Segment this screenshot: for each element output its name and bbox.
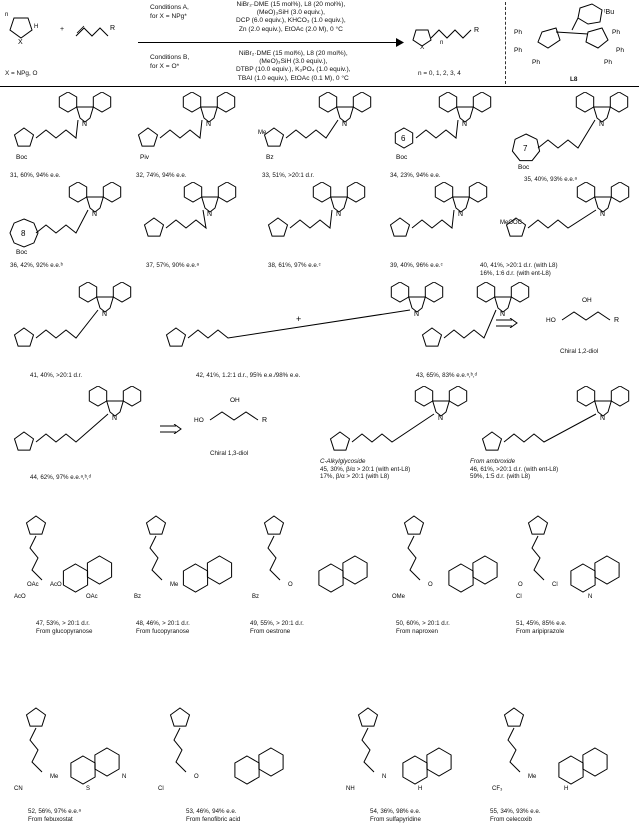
compound-source: From glucopyranose bbox=[36, 627, 93, 635]
compound-yield: 51, 45%, 85% e.e. bbox=[516, 620, 567, 627]
compound-caption-diol13 bbox=[210, 450, 248, 458]
svg-text:H: H bbox=[34, 24, 39, 30]
svg-text:N: N bbox=[206, 121, 212, 128]
svg-text:N: N bbox=[600, 211, 606, 218]
svg-text:X: X bbox=[420, 44, 425, 50]
structure-35 bbox=[510, 92, 635, 172]
svg-text:X: X bbox=[18, 39, 23, 46]
svg-text:7: 7 bbox=[523, 144, 528, 153]
svg-text:OMe: OMe bbox=[392, 594, 406, 600]
svg-text:Ph: Ph bbox=[612, 29, 620, 36]
product-scaffold bbox=[412, 16, 492, 50]
compound-caption-33 bbox=[262, 172, 314, 180]
svg-text:ᵗBu: ᵗBu bbox=[604, 9, 615, 16]
reaction-scheme bbox=[0, 0, 639, 86]
svg-text:OH: OH bbox=[230, 397, 240, 404]
plus-sign: + bbox=[60, 26, 65, 33]
structure-39 bbox=[384, 182, 494, 252]
svg-text:N: N bbox=[112, 415, 118, 422]
structure-diol13 bbox=[190, 386, 300, 436]
compound-yield: 41, 40%, >20:1 d.r. bbox=[30, 372, 83, 379]
compound-yield: 34, 23%, 94% e.e. bbox=[390, 172, 441, 179]
compound-yield: 37, 57%, 90% e.e.ᵃ bbox=[146, 262, 199, 269]
svg-text:N: N bbox=[342, 121, 348, 128]
svg-text:O: O bbox=[194, 774, 199, 780]
svg-text:Boc: Boc bbox=[16, 154, 28, 161]
structure-53 bbox=[152, 700, 322, 810]
svg-text:8: 8 bbox=[21, 229, 26, 238]
svg-text:O: O bbox=[518, 582, 523, 588]
svg-text:Ph: Ph bbox=[616, 47, 624, 54]
compound-source: From sulfapyridine bbox=[370, 815, 421, 823]
svg-text:Piv: Piv bbox=[140, 154, 150, 161]
compound-yield: 38, 61%, 97% e.e.ᶜ bbox=[268, 262, 321, 269]
compound-caption-43 bbox=[416, 372, 477, 380]
svg-text:N: N bbox=[92, 211, 98, 218]
compound-yield: 46, 61%, >20:1 d.r. (with ent-L8) bbox=[470, 465, 559, 473]
svg-text:Ph: Ph bbox=[514, 47, 522, 54]
svg-text:N: N bbox=[382, 774, 387, 780]
compound-yield: 43, 65%, 83% e.e.ᵃ,ᵇ,ᵈ bbox=[416, 372, 477, 379]
svg-text:Cl: Cl bbox=[158, 786, 164, 792]
compound-caption-45 bbox=[320, 458, 410, 481]
compound-caption-52 bbox=[28, 808, 81, 823]
compound-caption-49 bbox=[250, 620, 304, 635]
compound-caption-44 bbox=[30, 474, 91, 482]
conditions-b-list bbox=[236, 50, 351, 83]
compound-source: From celecoxib bbox=[490, 815, 532, 823]
compound-caption-36 bbox=[10, 262, 63, 270]
svg-text:N: N bbox=[500, 311, 506, 318]
svg-text:N: N bbox=[207, 211, 213, 218]
compound-yield: 55, 34%, 93% e.e. bbox=[490, 808, 541, 815]
svg-text:AcO: AcO bbox=[50, 582, 62, 588]
structure-36 bbox=[8, 182, 128, 257]
svg-text:N: N bbox=[82, 121, 88, 128]
svg-text:n: n bbox=[5, 12, 9, 18]
structure-34 bbox=[388, 92, 498, 162]
compound-caption-34 bbox=[390, 172, 441, 180]
compound-caption-54 bbox=[370, 808, 421, 823]
svg-text:O: O bbox=[428, 582, 433, 588]
structure-51 bbox=[510, 508, 636, 608]
svg-text:AcO: AcO bbox=[14, 594, 26, 600]
svg-text:HO: HO bbox=[194, 417, 204, 424]
structure-42 bbox=[160, 282, 450, 362]
compound-source: From fenofibric acid bbox=[186, 815, 241, 823]
svg-text:Boc: Boc bbox=[396, 154, 408, 161]
compound-source: From aripiprazole bbox=[516, 627, 565, 635]
structure-37 bbox=[138, 182, 243, 252]
compound-title: C-Alkylglycoside bbox=[320, 458, 366, 465]
conditions-b-label: Conditions B, bbox=[150, 54, 190, 61]
svg-text:6: 6 bbox=[401, 134, 406, 143]
scheme-divider bbox=[505, 2, 506, 84]
svg-text:R: R bbox=[110, 25, 116, 32]
compound-caption-32 bbox=[136, 172, 187, 180]
svg-text:R: R bbox=[262, 417, 268, 424]
svg-text:N: N bbox=[336, 211, 342, 218]
structure-52 bbox=[8, 700, 138, 810]
compound-yield-alt: 59%, 1:5 d.r. (with L8) bbox=[470, 473, 531, 481]
svg-text:H: H bbox=[564, 786, 569, 792]
compound-yield: 53, 46%, 94% e.e. bbox=[186, 808, 237, 815]
compound-source: From naproxen bbox=[396, 627, 438, 635]
svg-text:OH: OH bbox=[582, 297, 592, 304]
compound-yield: 42, 41%, 1.2:1 d.r., 95% e.e./98% e.e. bbox=[196, 372, 301, 379]
svg-text:NH: NH bbox=[346, 786, 355, 792]
svg-text:Me: Me bbox=[170, 582, 179, 588]
compound-caption-42 bbox=[196, 372, 300, 380]
structure-49 bbox=[246, 508, 396, 608]
svg-text:Me: Me bbox=[258, 130, 267, 136]
compound-yield: 32, 74%, 94% e.e. bbox=[136, 172, 187, 179]
compound-caption-31 bbox=[10, 172, 61, 180]
compound-caption-48 bbox=[136, 620, 190, 635]
svg-text:N: N bbox=[438, 415, 444, 422]
compound-yield: 33, 51%, >20:1 d.r. bbox=[262, 172, 315, 179]
svg-text:Me: Me bbox=[528, 774, 537, 780]
svg-text:Bz: Bz bbox=[252, 594, 260, 600]
svg-text:N: N bbox=[462, 121, 468, 128]
svg-text:O: O bbox=[288, 582, 293, 588]
cond-b-line: (MeO)₃SiH (3.0 equiv.), bbox=[259, 58, 328, 66]
compound-caption-50 bbox=[396, 620, 450, 635]
svg-text:Boc: Boc bbox=[16, 249, 28, 256]
compound-caption-51 bbox=[516, 620, 567, 635]
compound-yield: 54, 36%, 98% e.e. bbox=[370, 808, 421, 815]
svg-text:R: R bbox=[614, 317, 620, 324]
compound-caption-46 bbox=[470, 458, 558, 481]
svg-text:Cl: Cl bbox=[516, 594, 522, 600]
compound-yield: 48, 46%, > 20:1 d.r. bbox=[136, 620, 190, 627]
compound-yield: 36, 42%, 92% e.e.ᵇ bbox=[10, 262, 63, 269]
compound-yield: 47, 53%, > 20:1 d.r. bbox=[36, 620, 90, 627]
reaction-arrow bbox=[138, 42, 400, 43]
structure-40 bbox=[500, 182, 636, 252]
compound-source: From febuxostat bbox=[28, 815, 73, 823]
structure-31 bbox=[8, 92, 118, 162]
svg-text:N: N bbox=[600, 415, 606, 422]
compound-yield: 40, 41%, >20:1 d.r. (with L8) bbox=[480, 262, 558, 269]
conditions-a-list bbox=[236, 1, 346, 34]
compound-caption-38 bbox=[268, 262, 321, 270]
compound-yield: 31, 60%, 94% e.e. bbox=[10, 172, 61, 179]
substrate-ring bbox=[4, 8, 44, 48]
compound-source: From oestrone bbox=[250, 627, 291, 635]
alkene-reagent bbox=[74, 14, 124, 44]
structure-32 bbox=[132, 92, 242, 162]
compound-yield-alt: 16%, 1:6 d.r. (with ent-L8) bbox=[480, 269, 551, 277]
svg-text:Ph: Ph bbox=[604, 59, 612, 66]
svg-text:Boc: Boc bbox=[518, 164, 530, 171]
structure-44 bbox=[8, 386, 148, 466]
n-definition: n = 0, 1, 2, 3, 4 bbox=[418, 70, 461, 77]
structure-55 bbox=[486, 700, 636, 810]
cond-a-line: (MeO)₃SiH (3.0 equiv.), bbox=[256, 9, 325, 17]
compound-caption-41 bbox=[30, 372, 82, 380]
compound-yield: 50, 60%, > 20:1 d.r. bbox=[396, 620, 450, 627]
structure-33 bbox=[258, 92, 378, 162]
structure-38 bbox=[262, 182, 372, 252]
ligand-label: L8 bbox=[570, 76, 578, 83]
svg-text:CF₃: CF₃ bbox=[492, 786, 503, 792]
svg-text:N: N bbox=[122, 774, 127, 780]
structure-41 bbox=[8, 282, 138, 362]
svg-text:Ph: Ph bbox=[532, 59, 540, 66]
svg-text:HO: HO bbox=[546, 317, 556, 324]
svg-text:N: N bbox=[414, 311, 420, 318]
compound-yield-alt: 17%, β/α > 20:1 (with L8) bbox=[320, 473, 390, 481]
compound-yield: 49, 55%, > 20:1 d.r. bbox=[250, 620, 304, 627]
structure-47 bbox=[8, 508, 123, 608]
structure-43 bbox=[416, 282, 536, 362]
compound-yield: 45, 30%, β/α > 20:1 (with ent-L8) bbox=[320, 465, 411, 473]
svg-text:R: R bbox=[474, 27, 480, 34]
conditions-b-for: for X = O* bbox=[150, 63, 180, 70]
compound-caption-37 bbox=[146, 262, 199, 270]
svg-text:Bz: Bz bbox=[134, 594, 142, 600]
svg-text:Me: Me bbox=[50, 774, 59, 780]
compound-yield: 52, 56%, 97% e.e.ᵃ bbox=[28, 808, 81, 815]
structure-45 bbox=[324, 386, 474, 466]
ligand-l8-structure bbox=[512, 2, 636, 74]
retro-arrow-icon bbox=[160, 424, 182, 434]
x-definition: X = NPg, O bbox=[5, 70, 38, 77]
cond-b-line: NiBr₂·DME (15 mol%), L8 (20 mol%), bbox=[238, 50, 348, 57]
conditions-a-label: Conditions A, bbox=[150, 4, 189, 11]
svg-text:S: S bbox=[86, 786, 91, 792]
svg-text:MeOOC: MeOOC bbox=[500, 220, 523, 226]
section-divider bbox=[0, 86, 639, 87]
compound-yield: 39, 40%, 96% e.e.ᶜ bbox=[390, 262, 443, 269]
structure-54 bbox=[340, 700, 470, 810]
compound-title: From ambroxide bbox=[470, 458, 516, 465]
svg-text:OAc: OAc bbox=[86, 594, 98, 600]
compound-caption-53 bbox=[186, 808, 240, 823]
cond-a-line: DCP (6.0 equiv.), KHCO₃ (1.0 equiv.), bbox=[236, 17, 346, 25]
retro-arrow-icon bbox=[496, 318, 518, 328]
structure-50 bbox=[386, 508, 516, 608]
conditions-a-for: for X = NPg* bbox=[150, 13, 187, 20]
svg-text:n: n bbox=[440, 40, 444, 46]
structure-46 bbox=[476, 386, 636, 466]
compound-yield: Chiral 1,3-diol bbox=[210, 450, 249, 457]
structure-48 bbox=[128, 508, 243, 608]
compound-caption-39 bbox=[390, 262, 443, 270]
compound-caption-47 bbox=[36, 620, 92, 635]
svg-text:N: N bbox=[102, 311, 108, 318]
cond-a-line: Zn (2.0 equiv.), EtOAc (2.0 M), 0 °C bbox=[238, 25, 343, 33]
svg-text:Cl: Cl bbox=[552, 582, 558, 588]
compound-source: From fucopyranose bbox=[136, 627, 190, 635]
cond-a-line: NiBr₂·DME (15 mol%), L8 (20 mol%), bbox=[236, 1, 346, 8]
compound-caption-40 bbox=[480, 262, 558, 277]
svg-text:N: N bbox=[588, 594, 593, 600]
structure-diol12 bbox=[542, 286, 634, 336]
svg-text:+: + bbox=[296, 314, 302, 324]
svg-text:Bz: Bz bbox=[266, 154, 274, 161]
cond-b-line: TBAI (1.0 equiv.), EtOAc (0.1 M), 0 °C bbox=[237, 74, 349, 82]
svg-text:CN: CN bbox=[14, 786, 23, 792]
cond-b-line: DTBP (10.0 equiv.), K₃PO₄ (1.0 equiv.), bbox=[236, 66, 351, 74]
compound-yield: Chiral 1,2-diol bbox=[560, 348, 599, 355]
svg-text:N: N bbox=[599, 121, 605, 128]
compound-yield: 35, 40%, 93% e.e.ᵃ bbox=[524, 176, 577, 183]
compound-yield: 44, 62%, 97% e.e.ᵃ,ᵇ,ᵈ bbox=[30, 474, 91, 481]
svg-text:OAc: OAc bbox=[27, 582, 39, 588]
svg-text:Ph: Ph bbox=[514, 29, 522, 36]
compound-caption-55 bbox=[490, 808, 541, 823]
svg-text:N: N bbox=[458, 211, 464, 218]
svg-text:H: H bbox=[418, 786, 423, 792]
arrow-head-icon bbox=[396, 38, 404, 47]
compound-caption-diol12 bbox=[560, 348, 598, 356]
